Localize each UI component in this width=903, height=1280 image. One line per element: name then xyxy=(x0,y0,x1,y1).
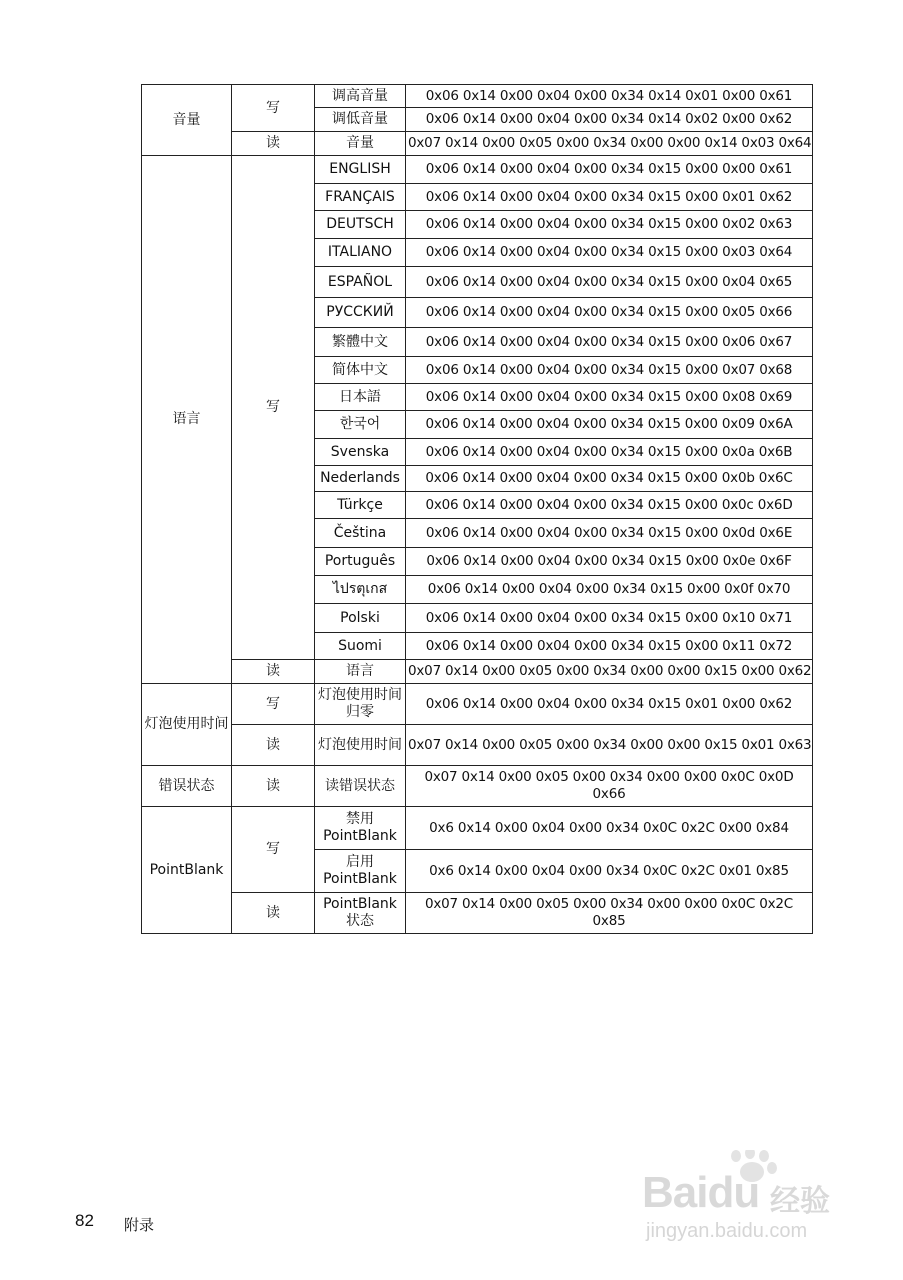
op-read: 读 xyxy=(232,660,315,684)
item-cell: ENGLISH xyxy=(315,156,406,184)
code-cell: 0x06 0x14 0x00 0x04 0x00 0x34 0x15 0x00 0x11 0x72 xyxy=(406,633,813,660)
code-cell: 0x6 0x14 0x00 0x04 0x00 0x34 0x0C 0x2C 0x00 0x84 xyxy=(406,807,813,850)
item-cell: Türkçe xyxy=(315,492,406,519)
code-cell: 0x06 0x14 0x00 0x04 0x00 0x34 0x15 0x00 0x0f 0x70 xyxy=(406,576,813,604)
code-cell: 0x06 0x14 0x00 0x04 0x00 0x34 0x15 0x00 0x10 0x71 xyxy=(406,604,813,633)
item-cell: Polski xyxy=(315,604,406,633)
op-write: 写 xyxy=(232,156,315,660)
code-cell: 0x06 0x14 0x00 0x04 0x00 0x34 0x15 0x00 0x03 0x64 xyxy=(406,239,813,267)
category-language: 语言 xyxy=(142,156,232,684)
code-cell: 0x06 0x14 0x00 0x04 0x00 0x34 0x14 0x01 0x00 0x61 xyxy=(406,85,813,108)
item-cell: РУССКИЙ xyxy=(315,298,406,328)
code-cell: 0x07 0x14 0x00 0x05 0x00 0x34 0x00 0x00 0x15 0x01 0x63 xyxy=(406,725,813,766)
code-cell: 0x06 0x14 0x00 0x04 0x00 0x34 0x15 0x00 0x07 0x68 xyxy=(406,357,813,384)
code-cell: 0x07 0x14 0x00 0x05 0x00 0x34 0x00 0x00 0x0C 0x2C 0x85 xyxy=(406,893,813,934)
item-cell: 한국어 xyxy=(315,411,406,439)
code-cell: 0x06 0x14 0x00 0x04 0x00 0x34 0x14 0x02 0x00 0x62 xyxy=(406,108,813,132)
item-cell: DEUTSCH xyxy=(315,211,406,239)
code-cell: 0x06 0x14 0x00 0x04 0x00 0x34 0x15 0x01 0x00 0x62 xyxy=(406,684,813,725)
op-read: 读 xyxy=(232,132,315,156)
item-cell: 简体中文 xyxy=(315,357,406,384)
item-cell: 日本語 xyxy=(315,384,406,411)
watermark-url: jingyan.baidu.com xyxy=(646,1220,808,1242)
item-cell: PointBlank 状态 xyxy=(315,893,406,934)
item-cell: Nederlands xyxy=(315,466,406,492)
item-cell: 灯泡使用时间 xyxy=(315,725,406,766)
op-write: 写 xyxy=(232,684,315,725)
watermark-brand: Baidu xyxy=(642,1168,760,1217)
category-volume: 音量 xyxy=(142,85,232,156)
code-cell: 0x06 0x14 0x00 0x04 0x00 0x34 0x15 0x00 0x0c 0x6D xyxy=(406,492,813,519)
item-cell: 音量 xyxy=(315,132,406,156)
code-cell: 0x06 0x14 0x00 0x04 0x00 0x34 0x15 0x00 0x02 0x63 xyxy=(406,211,813,239)
item-cell: 调高音量 xyxy=(315,85,406,108)
code-cell: 0x06 0x14 0x00 0x04 0x00 0x34 0x15 0x00 0x09 0x6A xyxy=(406,411,813,439)
code-cell: 0x06 0x14 0x00 0x04 0x00 0x34 0x15 0x00 0x0b 0x6C xyxy=(406,466,813,492)
item-cell: 禁用 PointBlank xyxy=(315,807,406,850)
code-cell: 0x06 0x14 0x00 0x04 0x00 0x34 0x15 0x00 0x0e 0x6F xyxy=(406,548,813,576)
watermark-product: 经验 xyxy=(770,1184,830,1219)
code-cell: 0x07 0x14 0x00 0x05 0x00 0x34 0x00 0x00 0x14 0x03 0x64 xyxy=(406,132,813,156)
item-cell: Čeština xyxy=(315,519,406,548)
item-cell: 调低音量 xyxy=(315,108,406,132)
code-cell: 0x6 0x14 0x00 0x04 0x00 0x34 0x0C 0x2C 0x01 0x85 xyxy=(406,850,813,893)
item-cell: ESPAÑOL xyxy=(315,267,406,298)
item-cell: Svenska xyxy=(315,439,406,466)
code-cell: 0x06 0x14 0x00 0x04 0x00 0x34 0x15 0x00 0x0a 0x6B xyxy=(406,439,813,466)
category-error-status: 错误状态 xyxy=(142,766,232,807)
section-label: 附录 xyxy=(124,1216,155,1234)
item-cell: ไปรตุเกส xyxy=(315,576,406,604)
item-cell: ITALIANO xyxy=(315,239,406,267)
code-cell: 0x06 0x14 0x00 0x04 0x00 0x34 0x15 0x00 0x06 0x67 xyxy=(406,328,813,357)
command-table xyxy=(141,84,813,934)
code-cell: 0x06 0x14 0x00 0x04 0x00 0x34 0x15 0x00 0x05 0x66 xyxy=(406,298,813,328)
item-cell: Suomi xyxy=(315,633,406,660)
item-cell: 启用 PointBlank xyxy=(315,850,406,893)
category-lamp-hours: 灯泡使用时间 xyxy=(142,684,232,766)
item-cell: 繁體中文 xyxy=(315,328,406,357)
item-cell: 读错误状态 xyxy=(315,766,406,807)
item-cell: Português xyxy=(315,548,406,576)
item-cell: 灯泡使用时间归零 xyxy=(315,684,406,725)
item-cell: FRANÇAIS xyxy=(315,184,406,211)
code-cell: 0x06 0x14 0x00 0x04 0x00 0x34 0x15 0x00 0x04 0x65 xyxy=(406,267,813,298)
item-cell: 语言 xyxy=(315,660,406,684)
op-read: 读 xyxy=(232,766,315,807)
op-read: 读 xyxy=(232,893,315,934)
op-read: 读 xyxy=(232,725,315,766)
watermark xyxy=(640,1150,850,1250)
page-number: 82 xyxy=(75,1211,94,1230)
code-cell: 0x07 0x14 0x00 0x05 0x00 0x34 0x00 0x00 0x0C 0x0D 0x66 xyxy=(406,766,813,807)
code-cell: 0x07 0x14 0x00 0x05 0x00 0x34 0x00 0x00 0x15 0x00 0x62 xyxy=(406,660,813,684)
code-cell: 0x06 0x14 0x00 0x04 0x00 0x34 0x15 0x00 0x01 0x62 xyxy=(406,184,813,211)
op-write: 写 xyxy=(232,807,315,893)
code-cell: 0x06 0x14 0x00 0x04 0x00 0x34 0x15 0x00 0x00 0x61 xyxy=(406,156,813,184)
code-cell: 0x06 0x14 0x00 0x04 0x00 0x34 0x15 0x00 0x0d 0x6E xyxy=(406,519,813,548)
code-cell: 0x06 0x14 0x00 0x04 0x00 0x34 0x15 0x00 0x08 0x69 xyxy=(406,384,813,411)
op-write: 写 xyxy=(232,85,315,132)
category-pointblank: PointBlank xyxy=(142,807,232,934)
